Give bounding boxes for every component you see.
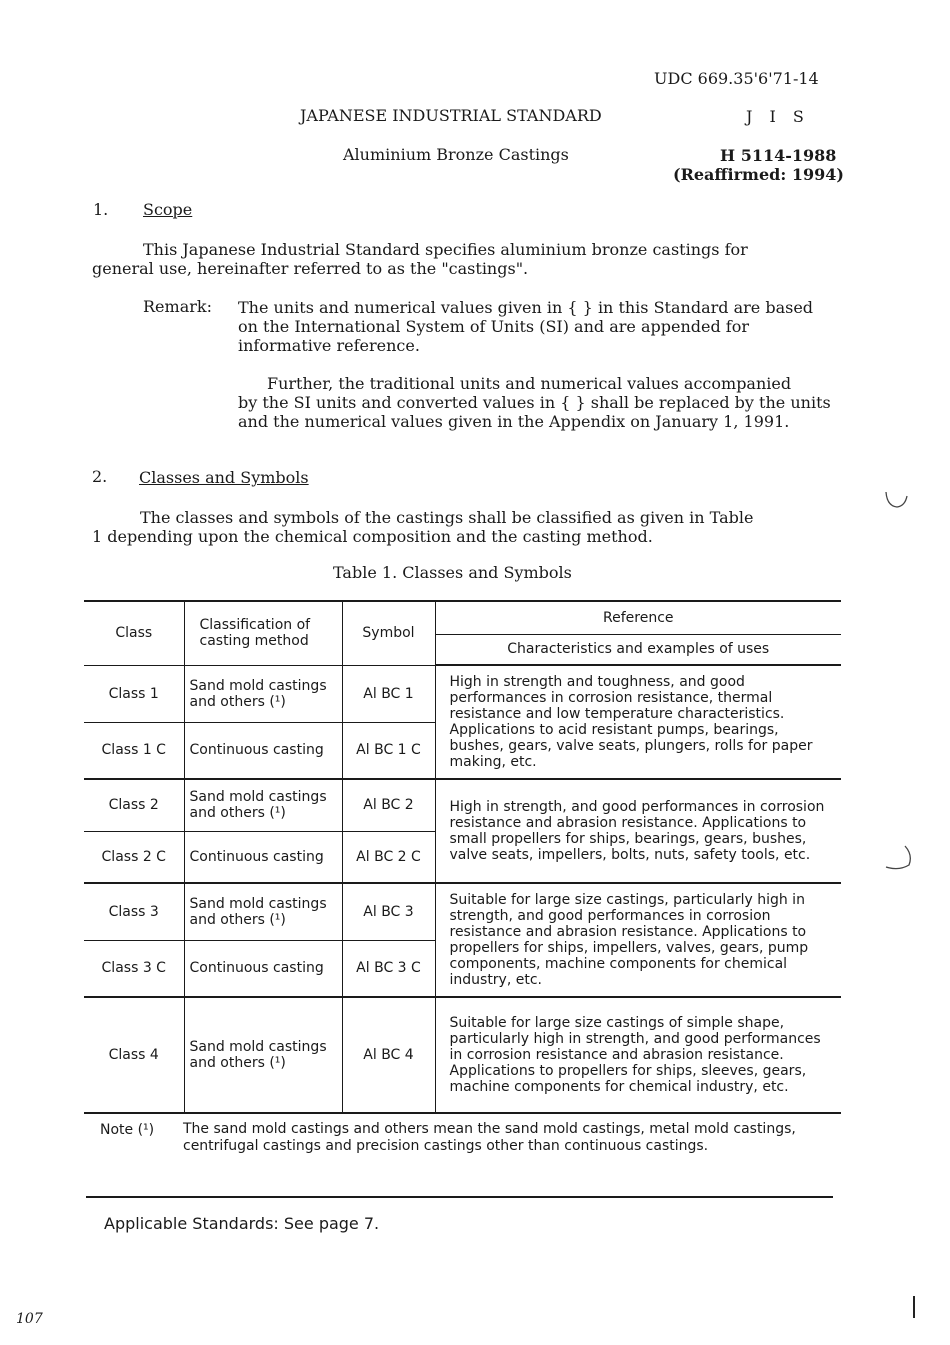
note-label: Note (¹) (100, 1122, 155, 1138)
symbol-cell: Al BC 4 (342, 997, 435, 1113)
class-cell: Class 1 (84, 665, 184, 722)
section-1-number: 1. (93, 200, 109, 219)
scope-paragraph (92, 240, 792, 278)
method-cell: Sand mold castings and others (¹) (184, 665, 342, 722)
classes-table (84, 600, 841, 1114)
classes-line-1: The classes and symbols of the castings shall be classified as given in Table (140, 508, 754, 527)
remark-2-line-1: Further, the traditional units and numerical values accompanied (267, 374, 792, 393)
remark-paragraph-2 (238, 374, 850, 431)
standard-number: H 5114-1988 (720, 146, 837, 165)
symbol-cell: Al BC 3 (342, 883, 435, 940)
table-caption: Table 1. Classes and Symbols (333, 563, 572, 582)
class-cell: Class 4 (84, 997, 184, 1113)
header-class: Class (84, 601, 184, 665)
section-2-title: Classes and Symbols (139, 468, 309, 487)
header-characteristics: Characteristics and examples of uses (435, 634, 841, 665)
standard-org-title: JAPANESE INDUSTRIAL STANDARD (300, 106, 602, 125)
section-1-title: Scope (143, 200, 193, 219)
margin-mark (913, 1296, 915, 1318)
remark-2-rest: by the SI units and converted values in { } shall be replaced by the units and the numerical values given in the Appendix on January 1, 1991. (238, 393, 831, 431)
method-cell: Sand mold castings and others (¹) (184, 883, 342, 940)
reference-cell: Suitable for large size castings, particularly high in strength, and good performances in corrosion resistance and abrasion resistance. Applications to propellers for ships, impellers, valves, gears, pump components, machine components for chemical industry, etc. (435, 883, 841, 997)
header-symbol: Symbol (342, 601, 435, 665)
remark-paragraph-1: The units and numerical values given in { } in this Standard are based on the International System of Units (SI) and are appended for informative reference. (238, 298, 814, 355)
class-cell: Class 1 C (84, 722, 184, 779)
punch-hole-icon (883, 843, 919, 873)
class-cell: Class 2 (84, 779, 184, 831)
classes-paragraph (92, 508, 832, 546)
note-text: The sand mold castings and others mean the sand mold castings, metal mold castings, centrifugal castings and precision castings other than continuous castings. (183, 1121, 796, 1154)
applicable-standards: Applicable Standards: See page 7. (104, 1214, 380, 1233)
footer-rule (86, 1196, 833, 1198)
header-reference: Reference (435, 601, 841, 634)
section-2-number: 2. (92, 467, 108, 486)
jis-mark: J I S (746, 107, 810, 126)
class-cell: Class 2 C (84, 831, 184, 883)
remark-label: Remark: (143, 297, 212, 316)
method-cell: Continuous casting (184, 722, 342, 779)
scope-line-2: general use, hereinafter referred to as the "castings". (92, 259, 529, 278)
symbol-cell: Al BC 2 (342, 779, 435, 831)
reference-cell: Suitable for large size castings of simple shape, particularly high in strength, and good performances in corrosion resistance and abrasion resistance. Applications to propellers for ships, sleeves, gears, machine components for chemical industry, etc. (435, 997, 841, 1113)
punch-hole-icon (883, 488, 909, 510)
symbol-cell: Al BC 1 (342, 665, 435, 722)
reference-cell: High in strength and toughness, and good performances in corrosion resistance, thermal resistance and low temperature characteristics. Applications to acid resistant pumps, bearings, bushes, gears, valve seats, plungers, rolls for paper making, etc. (435, 665, 841, 779)
document-title: Aluminium Bronze Castings (343, 145, 569, 164)
method-cell: Sand mold castings and others (¹) (184, 779, 342, 831)
reaffirmed-date: (Reaffirmed: 1994) (673, 165, 844, 184)
class-cell: Class 3 C (84, 940, 184, 997)
symbol-cell: Al BC 3 C (342, 940, 435, 997)
method-cell: Sand mold castings and others (¹) (184, 997, 342, 1113)
symbol-cell: Al BC 1 C (342, 722, 435, 779)
page-number: 107 (16, 1311, 43, 1327)
classes-line-2: 1 depending upon the chemical composition and the casting method. (92, 527, 653, 546)
udc-number: UDC 669.35'6'71-14 (654, 69, 819, 88)
class-cell: Class 3 (84, 883, 184, 940)
method-cell: Continuous casting (184, 831, 342, 883)
method-cell: Continuous casting (184, 940, 342, 997)
symbol-cell: Al BC 2 C (342, 831, 435, 883)
header-method: Classification of casting method (184, 601, 342, 665)
reference-cell: High in strength, and good performances in corrosion resistance and abrasion resistance. Applications to small propellers for ships, bearings, gears, bushes, valve seats, impellers, bolts, nuts, safety tools, etc. (435, 779, 841, 883)
scope-line-1: This Japanese Industrial Standard specifies aluminium bronze castings for (143, 240, 748, 259)
